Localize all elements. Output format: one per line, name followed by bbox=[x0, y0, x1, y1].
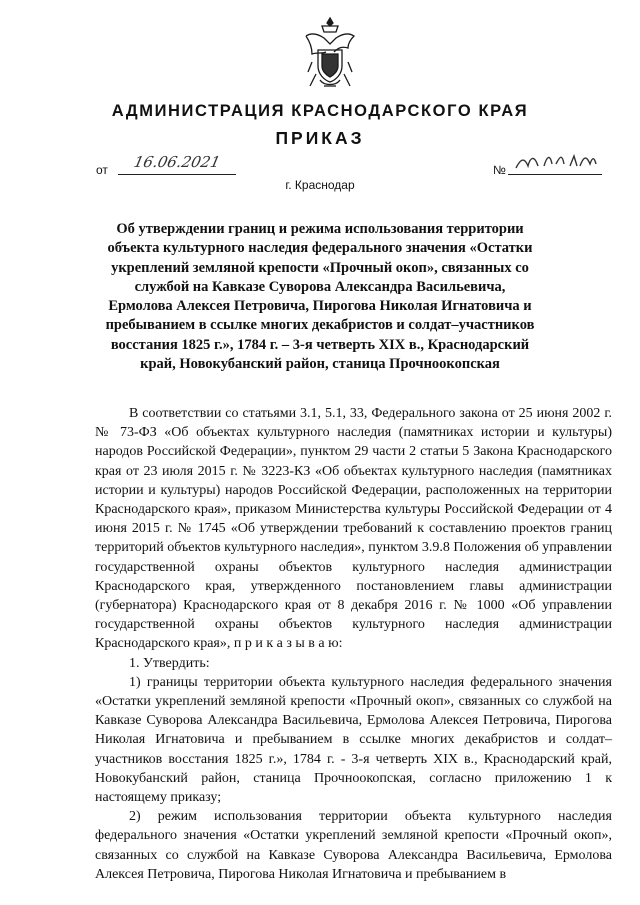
paragraph-preamble: В соответствии со статьями 3.1, 5.1, 33, Федерального закона от 25 июня 2002 г. № 73-ФЗ «Об объектах культурного наследия (памятниках истории и культуры) народов Российской Федерации», пунктом 29 части 2 статьи 5 Закона Краснодарского края от 23 июля 2015 г. № 3223-КЗ «Об объектах культурного наследия (памятниках истории и культуры) народов Российской Федерации, расположенных на территории Краснодарского края», приказом Министерства культуры Российской Федерации от 4 июня 2015 г. № 1745 «Об утверждении требований к составлению проектов границ территорий объектов культурного наследия», пунктом 3.9.8 Положения об управлении государственной охраны объектов культурного наследия администрации Краснодарского края, утвержденного постановлением главы администрации (губернатора) Краснодарского края от 8 декабря 2016 г. № 1000 «Об управлении государственной охраны объектов культурного наследия администрации Краснодарского края», п р и к а з ы в а ю: bbox=[95, 406, 613, 652]
number-line bbox=[508, 146, 602, 175]
document-title: Об утверждении границ и режима использования территории объекта культурного наследия федерального значения «Остатки укреплений земляной крепости «Прочный окоп», связанных со службой на Кавказе Суворова Александра Васильевича, Ермолова Алексея Петровича, Пирогова Николая Игнатовича и пребыванием в ссылке многих декабристов и солдат–участников восстания 1825 г.», 1784 г. – 3-я четверть XIX в., Краснодарский край, Новокубанский район, станица Прочноокопская bbox=[105, 221, 535, 373]
paragraph-item-1: 1. Утвердить: bbox=[129, 655, 210, 671]
number-label: № bbox=[493, 163, 506, 177]
document-body bbox=[95, 404, 612, 884]
organization-name: АДМИНИСТРАЦИЯ КРАСНОДАРСКОГО КРАЯ bbox=[111, 102, 529, 120]
paragraph-subitem-2: 2) режим использования территории объекта культурного наследия федерального значения «Остатки укреплений земляной крепости «Прочный окоп», связанных со службой на Кавказе Суворова Александра Васильевича, Ермолова Алексея Петровича, Пирогова Николая Игнатовича и пребыванием в bbox=[95, 809, 612, 882]
handwritten-date: 16.06.2021 bbox=[132, 153, 222, 171]
handwritten-number-signature bbox=[508, 146, 602, 174]
date-label: от bbox=[96, 163, 108, 177]
city: г. Краснодар bbox=[285, 178, 355, 192]
coat-of-arms-emblem bbox=[298, 14, 362, 92]
paragraph-subitem-1: 1) границы территории объекта культурного наследия федерального значения «Остатки укреплений земляной крепости «Прочный окоп», связанных со службой на Кавказе Суворова Александра Васильевича, Ермолова Алексея Петровича, Пирогова Николая Игнатовича и пребыванием в ссылке многих декабристов и солдат–участников восстания 1825 г.», 1784 г. - 3-я четверть XIX в., Краснодарский край, Новокубанский район, станица Прочноокопская, согласно приложению 1 к настоящему приказу; bbox=[95, 674, 612, 806]
document-type: ПРИКАЗ bbox=[275, 128, 365, 148]
date-line bbox=[118, 146, 236, 175]
